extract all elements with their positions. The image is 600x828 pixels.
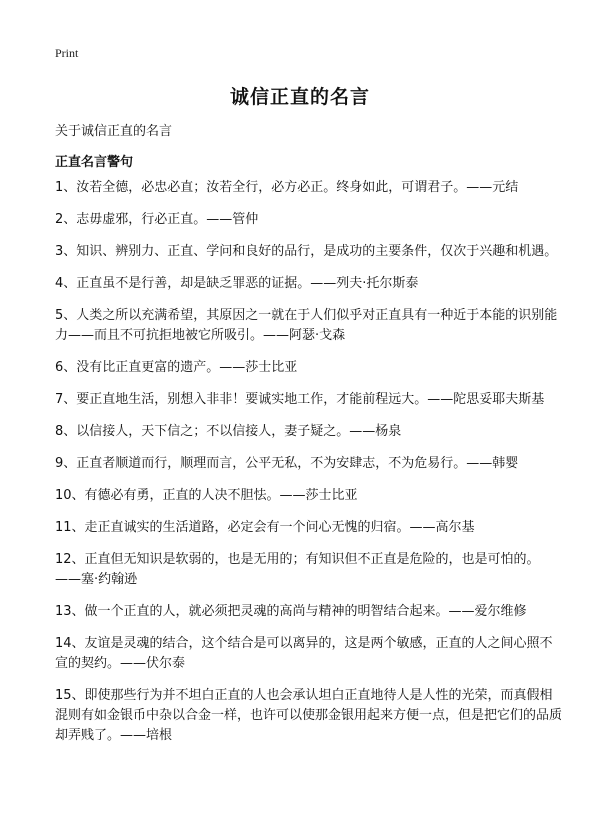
quote-item-7: 7、要正直地生活，别想入非非！要诚实地工作，才能前程远大。——陀思妥耶夫斯基 [55, 392, 545, 407]
quote-item-15: 15、即使那些行为并不坦白正直的人也会承认坦白正直地待人是人性的光荣，而真假相混则有如金银币中杂以合金一样，也许可以使那金银用起来方便一点，但是把它们的品质却弄贱了。——培根 [55, 688, 563, 743]
quote-item-4: 4、正直虽不是行善，却是缺乏罪恶的证据。——列夫·托尔斯泰 [55, 276, 419, 291]
quote-item-11: 11、走正直诚实的生活道路，必定会有一个问心无愧的归宿。——高尔基 [55, 520, 475, 535]
document-subtitle: 关于诚信正直的名言 [55, 124, 173, 139]
quote-item-10: 10、有德必有勇，正直的人决不胆怯。——莎士比亚 [55, 488, 358, 503]
print-label[interactable]: Print [55, 46, 79, 60]
quote-item-5: 5、人类之所以充满希望，其原因之一就在于人们似乎对正直具有一种近于本能的识别能力——而且不可抗拒地被它所吸引。——阿瑟·戈森 [55, 308, 558, 343]
quote-item-6: 6、没有比正直更富的遗产。——莎士比亚 [55, 360, 298, 375]
quote-item-9: 9、正直者顺道而行，顺理而言，公平无私，不为安肆志，不为危易行。——韩婴 [55, 456, 519, 471]
quote-item-12: 12、正直但无知识是软弱的，也是无用的；有知识但不正直是危险的，也是可怕的。——塞·约翰逊 [55, 552, 540, 587]
section-heading: 正直名言警句 [55, 155, 134, 170]
quote-list [55, 178, 562, 758]
document-title: 诚信正直的名言 [229, 86, 370, 108]
quote-item-14: 14、友谊是灵魂的结合，这个结合是可以离异的，这是两个敏感，正直的人之间心照不宣的契约。——伏尔泰 [55, 636, 553, 671]
quote-item-8: 8、以信接人，天下信之；不以信接人，妻子疑之。——杨泉 [55, 424, 402, 439]
quote-item-3: 3、知识、辨别力、正直、学问和良好的品行，是成功的主要条件，仅次于兴趣和机遇。 [55, 244, 558, 259]
quote-item-2: 2、志毋虚邪，行必正直。——管仲 [55, 212, 259, 227]
quote-item-1: 1、汝若全德，必忠必直；汝若全行，必方必正。终身如此，可谓君子。——元结 [55, 180, 519, 195]
quote-item-13: 13、做一个正直的人，就必须把灵魂的高尚与精神的明智结合起来。——爱尔维修 [55, 604, 527, 619]
